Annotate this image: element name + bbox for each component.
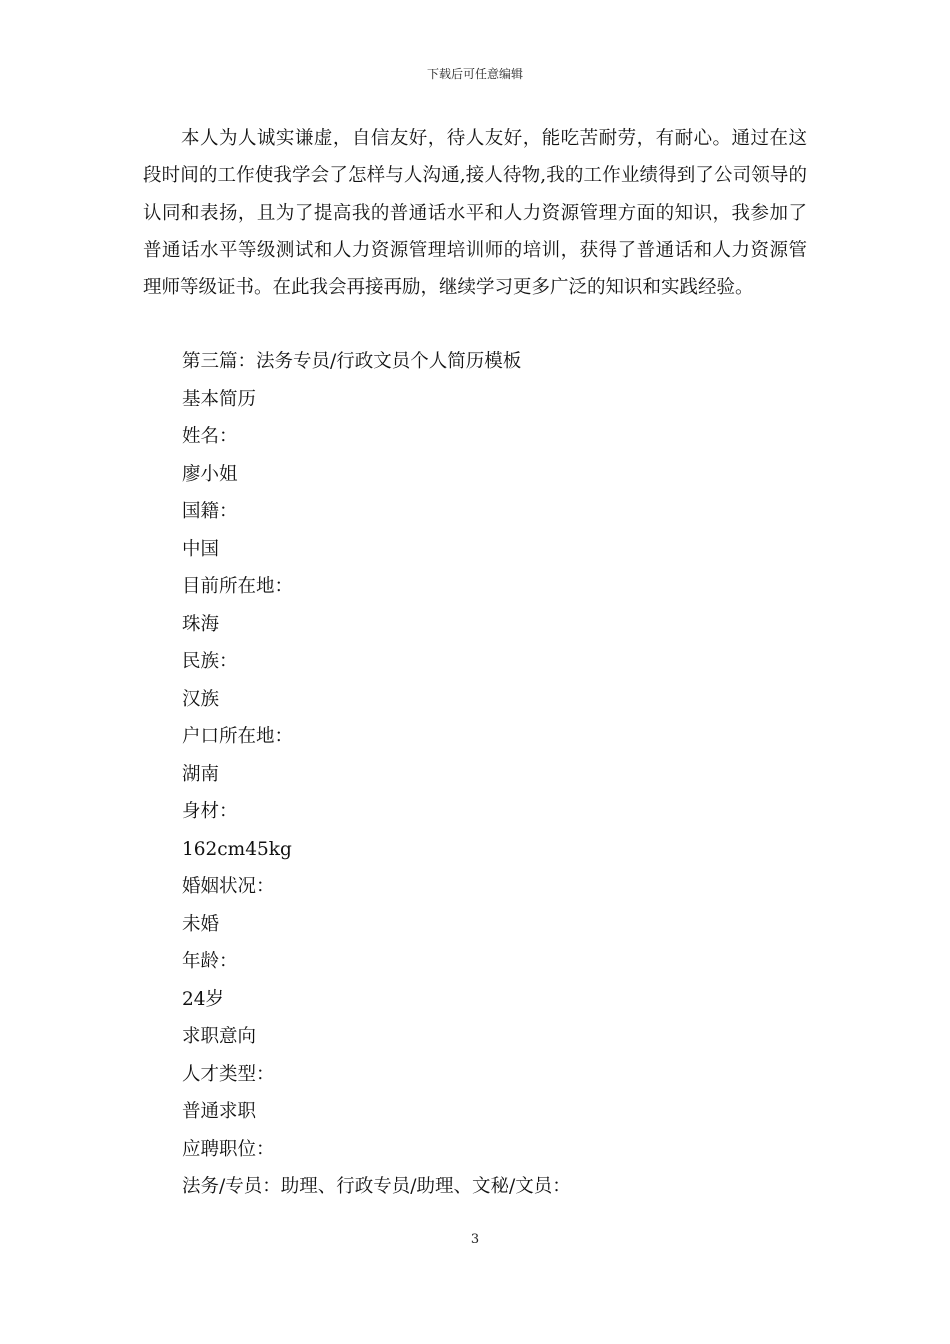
section-heading-basic-resume: 基本简历 (182, 388, 257, 410)
field-value-current-location: 珠海 (182, 613, 220, 635)
field-value-nationality: 中国 (182, 538, 220, 560)
field-label-nationality: 国籍： (182, 501, 238, 522)
field-label-household-registration: 户口所在地： (182, 726, 294, 747)
field-label-physique: 身材： (182, 801, 238, 822)
field-label-current-location: 目前所在地： (182, 576, 294, 597)
field-label-name: 姓名： (182, 426, 238, 447)
field-label-position-applied: 应聘职位： (182, 1138, 275, 1160)
field-label-ethnicity: 民族： (182, 651, 238, 672)
field-label-talent-type: 人才类型： (182, 1063, 275, 1085)
field-value-talent-type: 普通求职 (182, 1101, 257, 1122)
section-title: 第三篇：法务专员/行政文员个人简历模板 (182, 351, 522, 372)
section-heading-job-intention: 求职意向 (182, 1026, 257, 1047)
resume-content (182, 343, 812, 1206)
field-value-age: 24岁 (182, 988, 225, 1010)
field-value-position-applied: 法务/专员：助理、行政专员/助理、文秘/文员： (182, 1176, 571, 1197)
field-label-age: 年龄： (182, 951, 238, 972)
page-header: 下载后可任意编辑 (426, 67, 523, 81)
field-value-marital-status: 未婚 (182, 913, 220, 935)
field-value-physique: 162cm45kg (182, 838, 292, 860)
page-number: 3 (470, 1232, 480, 1247)
field-value-household-registration: 湖南 (182, 763, 220, 785)
intro-paragraph: 本人为人诚实谦虚，自信友好，待人友好，能吃苦耐劳，有耐心。通过在这段时间的工作使我学会了怎样与人沟通,接人待物,我的工作业绩得到了公司领导的认同和表扬，且为了提高我的普通话水平和人力资源管理方面的知识，我参加了普通话水平等级测试和人力资源管理培训师的培训，获得了普通话和人力资源管理师等级证书。在此我会再接再励，继续学习更多广泛的知识和实践经验。 (143, 128, 807, 299)
field-label-marital-status: 婚姻状况： (182, 876, 275, 897)
field-value-name: 廖小姐 (182, 463, 238, 485)
field-value-ethnicity: 汉族 (182, 688, 220, 710)
